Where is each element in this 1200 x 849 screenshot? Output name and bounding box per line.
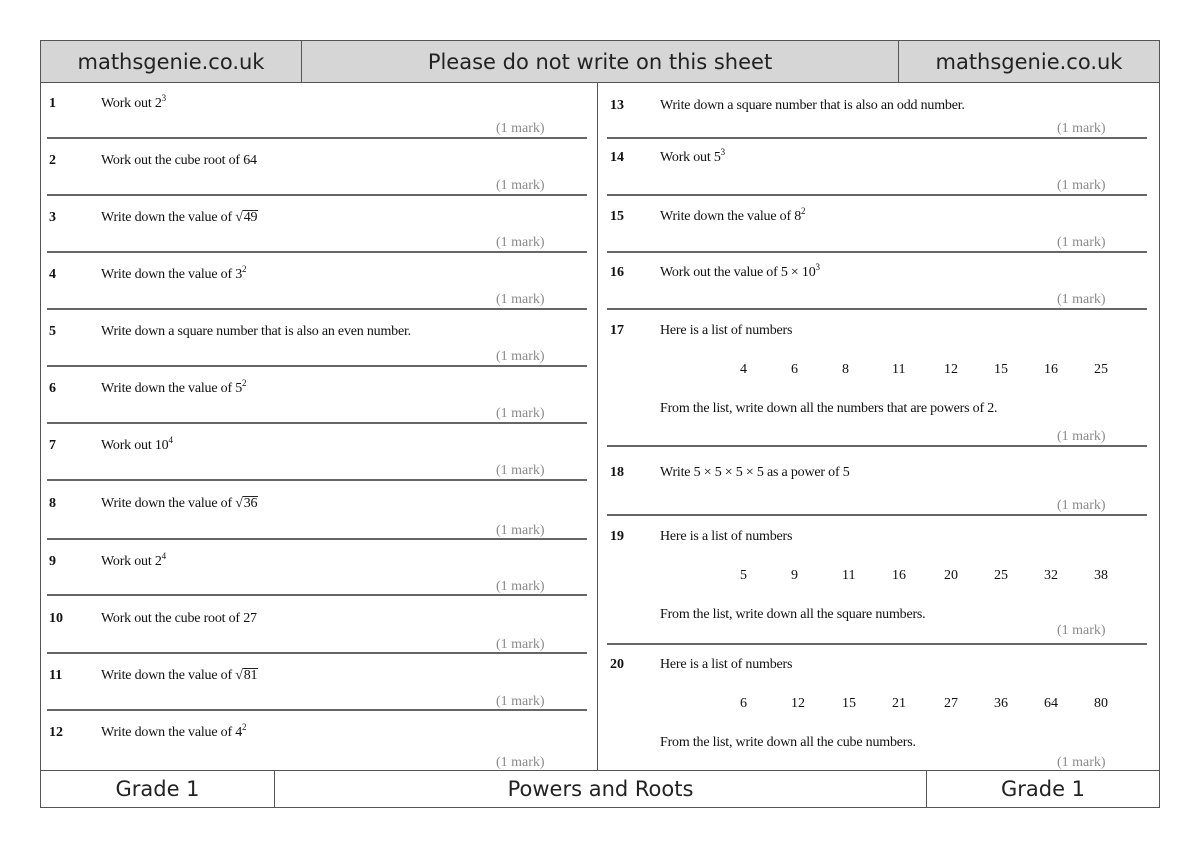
list-number: 36 [994, 696, 1008, 711]
answer-line [47, 652, 587, 654]
question-number: 20 [610, 657, 624, 672]
question-number: 19 [610, 529, 624, 544]
question-text [101, 551, 166, 570]
column-divider [597, 82, 598, 772]
footer-grade-right: Grade 1 [1000, 777, 1086, 801]
mark-label: (1 mark) [1057, 498, 1106, 513]
header-notice: Please do not write on this sheet [302, 41, 899, 82]
question-number: 14 [610, 150, 624, 165]
answer-line [607, 445, 1147, 447]
question-text [660, 98, 965, 114]
list-number: 11 [892, 362, 906, 377]
answer-line [47, 709, 587, 711]
question-stem: Write 5 × 5 × 5 × 5 as a power of 5 [660, 465, 850, 480]
worksheet [40, 40, 1160, 808]
mark-label: (1 mark) [496, 755, 545, 770]
mark-label: (1 mark) [496, 523, 545, 538]
question-text [660, 323, 792, 339]
exponent: 4 [161, 551, 166, 561]
mark-label: (1 mark) [496, 349, 545, 364]
mark-label: (1 mark) [496, 406, 545, 421]
question-stem: Work out the cube root of 64 [101, 153, 257, 168]
radicand: 36 [243, 496, 258, 511]
answer-line [47, 422, 587, 424]
question-stem: Write down the value of √ [101, 210, 243, 225]
list-number: 15 [994, 362, 1008, 377]
answer-line [47, 137, 587, 139]
list-number: 4 [740, 362, 747, 377]
question-number: 9 [49, 554, 56, 569]
answer-line [607, 643, 1147, 645]
question-text [660, 657, 792, 673]
question-stem: Work out 2 [101, 554, 162, 569]
answer-line [607, 251, 1147, 253]
radicand: 49 [243, 210, 258, 225]
question-stem: Here is a list of numbers [660, 529, 793, 544]
question-stem: Write down the value of 8 [660, 209, 802, 224]
mark-label: (1 mark) [1057, 429, 1106, 444]
question-stem: Work out 5 [660, 150, 721, 165]
list-number: 6 [791, 362, 798, 377]
list-number: 21 [892, 696, 906, 711]
question-text [660, 262, 820, 281]
mark-label: (1 mark) [496, 637, 545, 652]
exponent: 2 [242, 264, 247, 274]
question-text [101, 668, 258, 684]
list-number: 6 [740, 696, 747, 711]
list-number: 25 [994, 568, 1008, 583]
question-text [101, 324, 411, 340]
list-number: 8 [842, 362, 849, 377]
exponent: 4 [168, 435, 173, 445]
question-text [101, 264, 247, 283]
answer-line [607, 137, 1147, 139]
mark-label: (1 mark) [1057, 178, 1106, 193]
question-text [101, 722, 247, 741]
mark-label: (1 mark) [496, 235, 545, 250]
answer-line [607, 194, 1147, 196]
list-number: 12 [791, 696, 805, 711]
question-stem: Here is a list of numbers [660, 323, 793, 338]
answer-line [47, 308, 587, 310]
question-number: 15 [610, 209, 624, 224]
question-number: 13 [610, 98, 624, 113]
mark-label: (1 mark) [496, 178, 545, 193]
answer-line [47, 479, 587, 481]
list-number: 27 [944, 696, 958, 711]
mark-label: (1 mark) [496, 579, 545, 594]
list-number: 16 [1044, 362, 1058, 377]
list-number: 20 [944, 568, 958, 583]
list-number: 25 [1094, 362, 1108, 377]
list-number: 32 [1044, 568, 1058, 583]
mark-label: (1 mark) [1057, 755, 1106, 770]
mark-label: (1 mark) [1057, 292, 1106, 307]
exponent: 3 [815, 262, 820, 272]
answer-line [47, 251, 587, 253]
question-text [101, 611, 257, 627]
question-stem: Work out the cube root of 27 [101, 611, 257, 626]
radicand: 81 [243, 668, 258, 683]
answer-line [607, 514, 1147, 516]
question-number: 17 [610, 323, 624, 338]
answer-line [607, 308, 1147, 310]
exponent: 3 [161, 93, 166, 103]
question-number: 16 [610, 265, 624, 280]
list-number: 9 [791, 568, 798, 583]
question-number: 3 [49, 210, 56, 225]
list-number: 11 [842, 568, 856, 583]
list-number: 64 [1044, 696, 1058, 711]
question-stem: Here is a list of numbers [660, 657, 793, 672]
question-text [660, 465, 850, 481]
question-text [101, 378, 247, 397]
question-stem: Work out 2 [101, 96, 162, 111]
question-text [101, 93, 166, 112]
question-stem: Work out 10 [101, 438, 169, 453]
question-text [660, 147, 725, 166]
question-text [101, 210, 258, 226]
footer-bar [41, 770, 1159, 807]
answer-line [47, 365, 587, 367]
question-stem: Write down a square number that is also an even number. [101, 324, 411, 339]
question-stem: Work out the value of 5 × 10 [660, 265, 816, 280]
list-number: 12 [944, 362, 958, 377]
question-number: 10 [49, 611, 63, 626]
list-number: 16 [892, 568, 906, 583]
question-number: 18 [610, 465, 624, 480]
question-number: 1 [49, 96, 56, 111]
mark-label: (1 mark) [496, 121, 545, 136]
exponent: 2 [801, 206, 806, 216]
question-stem: Write down the value of 4 [101, 725, 243, 740]
question-stem: Write down a square number that is also an odd number. [660, 98, 965, 113]
footer-topic: Powers and Roots [275, 771, 927, 807]
question-stem: Write down the value of √ [101, 496, 243, 511]
question-text [101, 153, 257, 169]
list-number: 38 [1094, 568, 1108, 583]
question-text [101, 496, 258, 512]
question-number: 12 [49, 725, 63, 740]
list-number: 15 [842, 696, 856, 711]
question-number: 7 [49, 438, 56, 453]
exponent: 2 [242, 722, 247, 732]
question-follow-up: From the list, write down all the cube numbers. [660, 735, 916, 750]
question-number: 11 [49, 668, 63, 683]
mark-label: (1 mark) [496, 694, 545, 709]
question-follow-up: From the list, write down all the square numbers. [660, 607, 926, 622]
mark-label: (1 mark) [496, 463, 545, 478]
question-follow-up: From the list, write down all the numbers that are powers of 2. [660, 401, 998, 416]
question-number: 8 [49, 496, 56, 511]
header-bar [41, 41, 1159, 83]
footer-grade-left: Grade 1 [41, 771, 275, 807]
question-stem: Write down the value of 5 [101, 381, 243, 396]
mark-label: (1 mark) [1057, 623, 1106, 638]
header-site-left: mathsgenie.co.uk [41, 41, 302, 82]
mark-label: (1 mark) [1057, 121, 1106, 136]
exponent: 3 [720, 147, 725, 157]
question-stem: Write down the value of 3 [101, 267, 243, 282]
mark-label: (1 mark) [496, 292, 545, 307]
question-text [101, 435, 173, 454]
list-number: 80 [1094, 696, 1108, 711]
answer-line [47, 194, 587, 196]
question-number: 6 [49, 381, 56, 396]
question-number: 5 [49, 324, 56, 339]
question-number: 4 [49, 267, 56, 282]
list-number: 5 [740, 568, 747, 583]
answer-line [47, 594, 587, 596]
mark-label: (1 mark) [1057, 235, 1106, 250]
header-site-right: mathsgenie.co.uk [935, 49, 1123, 74]
exponent: 2 [242, 378, 247, 388]
question-number: 2 [49, 153, 56, 168]
question-text [660, 529, 792, 545]
answer-line [47, 538, 587, 540]
question-stem: Write down the value of √ [101, 668, 243, 683]
question-text [660, 206, 806, 225]
